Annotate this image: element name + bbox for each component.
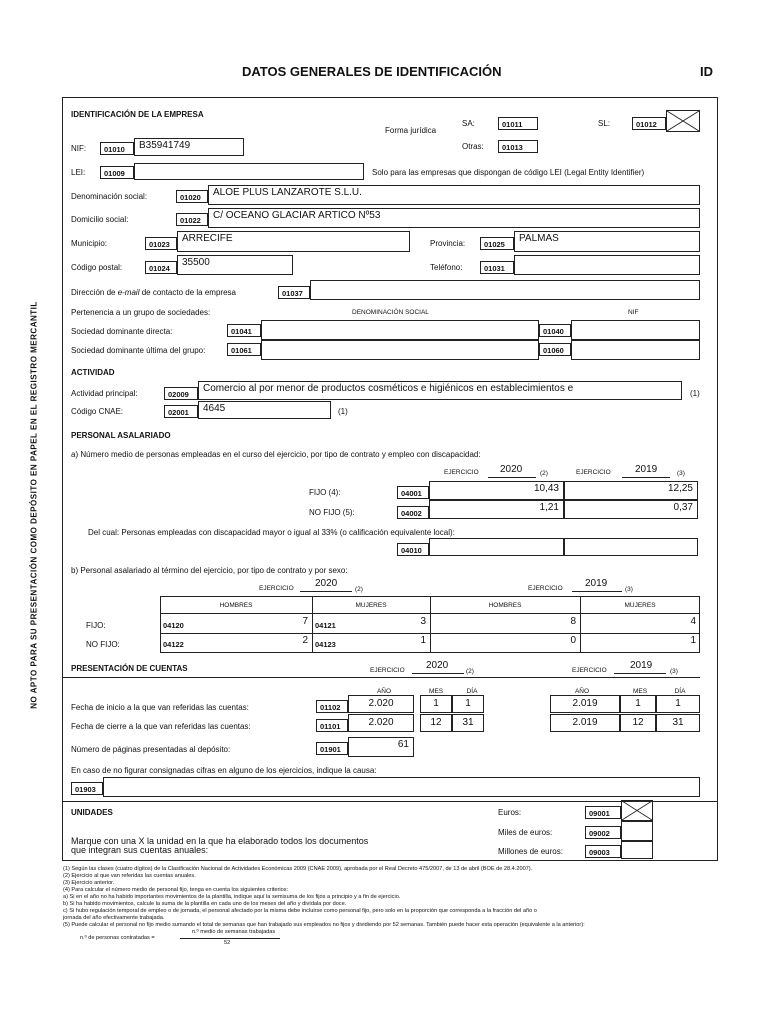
- cnae-input[interactable]: 4645: [198, 401, 331, 419]
- domicilio-code: 01022: [176, 213, 208, 226]
- section-unidades: UNIDADES: [71, 808, 113, 817]
- inicio-mes-2[interactable]: 1: [620, 695, 656, 713]
- formula-bar: [180, 938, 280, 939]
- unidades-desc-2: que integran sus cuentas anuales:: [71, 845, 209, 855]
- sl-checkbox[interactable]: [666, 110, 700, 132]
- mes-header-1: MES: [428, 688, 444, 695]
- denominacion-input[interactable]: ALOE PLUS LANZAROTE S.L.U.: [208, 185, 700, 205]
- cp-code: 01024: [145, 261, 177, 274]
- nofijo-code: 04002: [397, 506, 429, 519]
- inicio-mes-1[interactable]: 1: [420, 695, 452, 713]
- footnote-1: (1) Según las clases (cuatro dígitos) de la Clasificación Nacional de Actividades Económicas 2009 (CNAE 2009), aprobada por el Real Decreto 475/2007, de 13 de abril (BOE de 28.4.2007).: [63, 866, 533, 872]
- cnae-note: (1): [338, 407, 348, 416]
- provincia-code: 01025: [480, 237, 514, 250]
- footnote-3: (3) Ejercicio anterior.: [63, 880, 115, 886]
- personal-a-label: a) Número medio de personas empleadas en el curso del ejercicio, por tipo de contrato y empleo con discapacidad:: [71, 450, 481, 459]
- note-c2: (2): [466, 668, 474, 675]
- cierre-code: 01101: [316, 719, 348, 732]
- grupo-label: Pertenencia a un grupo de sociedades:: [71, 308, 211, 317]
- dia-header-1: DÍA: [466, 688, 478, 695]
- telefono-label: Teléfono:: [430, 263, 463, 272]
- millones-label: Millones de euros:: [498, 847, 563, 856]
- lei-note: Solo para las empresas que dispongan de código LEI (Legal Entity Identifier): [372, 168, 645, 177]
- nofijo2-h-code: 04122: [163, 640, 184, 649]
- nif-label: NIF:: [71, 144, 87, 153]
- causa-label: En caso de no figurar consignadas cifras en alguno de los ejercicios, indique la causa:: [71, 766, 377, 775]
- fijo2-h-code: 04120: [163, 621, 184, 630]
- miles-code: 09002: [585, 826, 621, 839]
- year-b1-line: [300, 591, 352, 592]
- note-b3: (3): [625, 586, 633, 593]
- municipio-input[interactable]: ARRECIFE: [177, 231, 410, 252]
- miles-checkbox[interactable]: [621, 821, 653, 841]
- formula-numerator: n.º medio de semanas trabajadas: [192, 929, 276, 935]
- year-c2: 2019: [630, 660, 653, 671]
- footnote-4a: a) Si en el año no ha habido importantes movimientos de la plantilla, indique aquí la semisuma de los fijos a principio y a fin de ejercicio.: [63, 894, 401, 900]
- fijo2-label: FIJO:: [86, 621, 106, 630]
- grupo-nif-header: NIF: [628, 309, 639, 316]
- cierre-ano-1[interactable]: 2.020: [348, 714, 414, 732]
- actividad-principal-input[interactable]: Comercio al por menor de productos cosméticos e higiénicos en establecimientos e: [198, 381, 682, 400]
- unidades-line: [62, 801, 717, 802]
- paginas-label: Número de páginas presentadas al depósito:: [71, 745, 231, 754]
- dom-ultima-nif-code: 01060: [539, 343, 571, 356]
- mujeres-header-1: MUJERES: [355, 602, 387, 609]
- ejercicio-label-a2: EJERCICIO: [576, 469, 611, 476]
- page-title: DATOS GENERALES DE IDENTIFICACIÓN: [242, 64, 502, 79]
- ejercicio-label-c1: EJERCICIO: [370, 667, 405, 674]
- paginas-code: 01901: [316, 742, 348, 755]
- paginas-input[interactable]: 61: [348, 737, 414, 757]
- domicilio-input[interactable]: C/ OCEANO GLACIAR ARTICO Nº53: [208, 208, 700, 228]
- ejercicio-label-b1: EJERCICIO: [259, 585, 294, 592]
- footnote-5: (5) Puede calcular el personal no fijo medio sumando el total de semanas que han trabajado sus empleados no fijos y dividiendo por 52 semanas. También puede hacer esta operación (equivalente a la anterior):: [63, 922, 585, 928]
- fijo2-h-value[interactable]: 7: [302, 616, 308, 627]
- nofijo2-h-value[interactable]: 2: [302, 635, 308, 646]
- sa-code: 01011: [498, 117, 538, 130]
- cierre-dia-1[interactable]: 31: [452, 714, 484, 732]
- cierre-dia-2[interactable]: 31: [656, 714, 700, 732]
- miles-label: Miles de euros:: [498, 828, 553, 837]
- cierre-mes-1[interactable]: 12: [420, 714, 452, 732]
- note-c3: (3): [670, 668, 678, 675]
- millones-checkbox[interactable]: [621, 841, 653, 859]
- nofijo-value-1[interactable]: 1,21: [429, 500, 564, 519]
- lei-code: 01009: [100, 166, 134, 179]
- telefono-code: 01031: [480, 261, 514, 274]
- inicio-dia-2[interactable]: 1: [656, 695, 700, 713]
- note-a2: (2): [540, 470, 548, 477]
- year-a2-line: [622, 477, 670, 478]
- sl-label: SL:: [598, 119, 611, 128]
- fijo2-m-code: 04121: [315, 621, 336, 630]
- ejercicio-label-a1: EJERCICIO: [444, 469, 479, 476]
- otras-code: 01013: [498, 140, 538, 153]
- denominacion-label: Denominación social:: [71, 192, 148, 201]
- section-actividad: ACTIVIDAD: [71, 368, 115, 377]
- provincia-label: Provincia:: [430, 239, 466, 248]
- fijo2-m-value[interactable]: 3: [420, 616, 426, 627]
- inicio-ano-1[interactable]: 2.020: [348, 695, 414, 713]
- section-cuentas: PRESENTACIÓN DE CUENTAS: [71, 664, 188, 673]
- footnote-2: (2) Ejercicio al que van referidas las cuentas anuales.: [63, 873, 196, 879]
- cierre-mes-2[interactable]: 12: [620, 714, 656, 732]
- dia-header-2: DÍA: [674, 688, 686, 695]
- ejercicio-label-b2: EJERCICIO: [528, 585, 563, 592]
- mes-header-2: MES: [632, 688, 648, 695]
- email-code: 01037: [278, 286, 310, 299]
- telefono-input[interactable]: [514, 255, 700, 275]
- sl-code: 01012: [632, 117, 666, 130]
- side-text: NO APTO PARA SU PRESENTACIÓN COMO DEPÓSITO EN PAPEL EN EL REGISTRO MERCANTIL: [29, 301, 39, 709]
- cierre-ano-2[interactable]: 2.019: [550, 714, 620, 732]
- euros-checkbox[interactable]: [621, 800, 653, 821]
- inicio-ano-2[interactable]: 2.019: [550, 695, 620, 713]
- fijo2-m2-value[interactable]: 4: [690, 616, 696, 627]
- hombres-header-1: HOMBRES: [219, 602, 253, 609]
- actividad-note: (1): [690, 389, 700, 398]
- formula-left: n.º de personas contratadas =: [80, 935, 155, 941]
- footnote-4b: b) Si ha habido movimientos, calcule la suma de la plantilla en cada uno de los meses del año y divídala por doce.: [63, 901, 347, 907]
- cierre-label: Fecha de cierre a la que van referidas las cuentas:: [71, 722, 251, 731]
- nofijo2-h2-value[interactable]: 0: [570, 635, 576, 646]
- otras-label: Otras:: [462, 142, 484, 151]
- nif-input[interactable]: B35941749: [134, 138, 244, 156]
- hombres-header-2: HOMBRES: [488, 602, 522, 609]
- dom-ultima-input[interactable]: [261, 340, 539, 360]
- nofijo2-m2-value[interactable]: 1: [690, 635, 696, 646]
- inicio-label: Fecha de inicio a la que van referidas las cuentas:: [71, 703, 249, 712]
- nofijo2-m-code: 04123: [315, 640, 336, 649]
- lei-input[interactable]: [134, 163, 364, 180]
- year-b2-line: [572, 591, 622, 592]
- dom-ultima-nif-input[interactable]: [571, 340, 700, 360]
- discapacidad-code: 04010: [397, 543, 429, 556]
- dom-directa-nif-input[interactable]: [571, 320, 700, 340]
- dom-directa-label: Sociedad dominante directa:: [71, 327, 173, 336]
- fijo-value-2[interactable]: 12,25: [564, 481, 698, 500]
- cnae-label: Código CNAE:: [71, 407, 124, 416]
- fijo-code: 04001: [397, 486, 429, 499]
- year-c1-line: [412, 673, 464, 674]
- ano-header-1: AÑO: [376, 688, 392, 695]
- note-b2: (2): [355, 586, 363, 593]
- causa-input[interactable]: [103, 777, 700, 797]
- provincia-input[interactable]: PALMAS: [514, 231, 700, 252]
- unidades-desc-1: Marque con una X la unidad en la que ha elaborado todos los documentos: [71, 836, 369, 846]
- nofijo-value-2[interactable]: 0,37: [564, 500, 698, 519]
- year-b1: 2020: [315, 578, 338, 589]
- denominacion-code: 01020: [176, 190, 208, 203]
- nofijo2-m-value[interactable]: 1: [420, 635, 426, 646]
- section-empresa: IDENTIFICACIÓN DE LA EMPRESA: [71, 110, 204, 119]
- forma-juridica-label: Forma jurídica: [385, 126, 437, 135]
- x-mark-icon: [667, 111, 699, 131]
- dom-ultima-label: Sociedad dominante última del grupo:: [71, 346, 206, 355]
- lei-label: LEI:: [71, 168, 86, 177]
- cp-label: Código postal:: [71, 263, 123, 272]
- section-personal: PERSONAL ASALARIADO: [71, 431, 171, 440]
- footnote-4: (4) Para calcular el número medio de personal fijo, tenga en cuenta los siguientes criterios:: [63, 887, 289, 893]
- x-mark-icon: [622, 801, 652, 820]
- year-a1: 2020: [500, 464, 523, 475]
- cuentas-line: [62, 677, 700, 678]
- year-c1: 2020: [426, 660, 449, 671]
- causa-code: 01903: [71, 782, 103, 795]
- year-a1-line: [488, 477, 536, 478]
- nif-code: 01010: [100, 142, 134, 155]
- email-input[interactable]: [310, 280, 700, 300]
- cp-input[interactable]: 35500: [177, 255, 293, 275]
- municipio-label: Municipio:: [71, 239, 108, 248]
- dom-directa-input[interactable]: [261, 320, 539, 340]
- ano-header-2: AÑO: [574, 688, 590, 695]
- discapacidad-value-1[interactable]: [429, 538, 564, 556]
- domicilio-label: Domicilio social:: [71, 215, 129, 224]
- euros-code: 09001: [585, 806, 621, 819]
- nofijo-label: NO FIJO (5):: [309, 508, 355, 517]
- discapacidad-value-2[interactable]: [564, 538, 698, 556]
- municipio-code: 01023: [145, 237, 177, 250]
- fijo-label: FIJO (4):: [309, 488, 341, 497]
- grupo-den-header: DENOMINACIÓN SOCIAL: [352, 309, 429, 316]
- millones-code: 09003: [585, 845, 621, 858]
- dom-directa-code: 01041: [227, 324, 261, 337]
- email-label: Dirección de e-mail de contacto de la empresa: [71, 288, 236, 297]
- mujeres-header-2: MUJERES: [624, 602, 656, 609]
- sa-label: SA:: [462, 119, 475, 128]
- actividad-principal-label: Actividad principal:: [71, 389, 138, 398]
- year-a2: 2019: [635, 464, 658, 475]
- fijo2-h2-value[interactable]: 8: [570, 616, 576, 627]
- note-a3: (3): [677, 470, 685, 477]
- ejercicio-label-c2: EJERCICIO: [572, 667, 607, 674]
- year-b2: 2019: [585, 578, 608, 589]
- inicio-dia-1[interactable]: 1: [452, 695, 484, 713]
- footnote-4c: c) Si hubo regulación temporal de empleo o de jornada, el personal afectado por la misma debe incluirse como personal fijo, pero solo en la proporción que corresponda a la fracción del año o: [63, 908, 537, 914]
- page-code: ID: [700, 64, 713, 79]
- year-c2-line: [614, 673, 666, 674]
- inicio-code: 01102: [316, 700, 348, 713]
- actividad-principal-code: 02009: [164, 387, 198, 400]
- formula-denominator: 52: [224, 940, 231, 946]
- nofijo2-label: NO FIJO:: [86, 640, 120, 649]
- euros-label: Euros:: [498, 808, 522, 817]
- cnae-code: 02001: [164, 405, 198, 418]
- discapacidad-label: Del cual: Personas empleadas con discapacidad mayor o igual al 33% (o calificación equivalente local):: [88, 528, 455, 537]
- fijo-value-1[interactable]: 10,43: [429, 481, 564, 500]
- footnote-4c-cont: jornada del año efectivamente trabajada.: [63, 915, 165, 921]
- personal-b-label: b) Personal asalariado al término del ejercicio, por tipo de contrato y por sexo:: [71, 566, 348, 575]
- dom-directa-nif-code: 01040: [539, 324, 571, 337]
- dom-ultima-code: 01061: [227, 343, 261, 356]
